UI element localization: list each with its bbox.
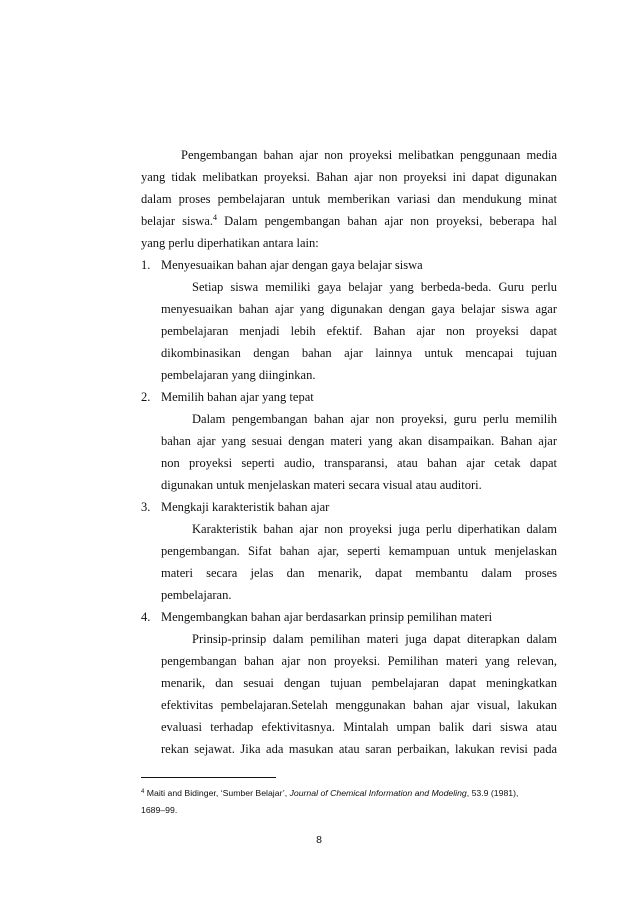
intro-line: yang perlu diperhatikan antara lain: [141, 236, 319, 250]
item-line: pembelajaran yang diinginkan. [161, 368, 316, 382]
list-item-number: 2. [141, 390, 151, 404]
list-item-title: Mengkaji karakteristik bahan ajar [161, 500, 330, 514]
item-line: Dalam pengembangan bahan ajar non proyeksi, guru perlu memilih [192, 412, 557, 426]
item-line: menyesuaikan bahan ajar yang digunakan dengan gaya belajar siswa agar [161, 302, 557, 316]
list-item-heading [141, 254, 557, 276]
intro-line: dalam proses pembelajaran untuk memberikan variasi dan mendukung minat [141, 192, 557, 206]
page-number: 8 [316, 834, 322, 846]
item-line: pengembangan bahan ajar non proyeksi. Pemilihan materi yang relevan, [161, 654, 557, 668]
item-line: efektivitas pembelajaran.Setelah menggunakan bahan ajar visual, lakukan [161, 698, 557, 712]
item-line: menarik, dan sesuai dengan tujuan pembelajaran dapat meningkatkan [161, 676, 557, 690]
item-line: non proyeksi seperti audio, transparansi, atau bahan ajar cetak dapat [161, 456, 557, 470]
list-item-heading [141, 606, 557, 628]
item-line: dikombinasikan dengan bahan ajar lainnya untuk mencapai tujuan [161, 346, 557, 360]
footnote-reference[interactable]: 4 [213, 213, 218, 222]
list-item-number: 3. [141, 500, 151, 514]
body-text [141, 144, 557, 760]
list-item-title: Memilih bahan ajar yang tepat [161, 390, 314, 404]
intro-text: Dalam pengembangan bahan ajar non proyeksi, beberapa hal [217, 214, 557, 228]
footnote-text: Maiti and Bidinger, ‘Sumber Belajar’, [144, 788, 290, 798]
item-line: bahan ajar yang sesuai dengan materi yang akan disampaikan. Bahan ajar [161, 434, 557, 448]
list-item-title: Mengembangkan bahan ajar berdasarkan prinsip pemilihan materi [161, 610, 493, 624]
intro-text: belajar siswa. [141, 214, 214, 228]
item-line: Prinsip-prinsip dalam pemilihan materi juga dapat diterapkan dalam [192, 632, 557, 646]
item-line: pembelajaran. [161, 588, 232, 602]
item-line: Setiap siswa memiliki gaya belajar yang berbeda-beda. Guru perlu [192, 280, 557, 294]
item-line: rekan sejawat. Jika ada masukan atau saran perbaikan, lakukan revisi pada [161, 742, 557, 756]
item-line: materi secara jelas dan menarik, dapat membantu dalam proses [161, 566, 557, 580]
list-item-number: 4. [141, 610, 151, 624]
list-item-heading [141, 386, 557, 408]
list-item-number: 1. [141, 258, 151, 272]
footnote [141, 785, 557, 819]
intro-line: yang tidak melibatkan proyeksi. Bahan ajar non proyeksi ini dapat digunakan [141, 170, 557, 184]
item-line: pengembangan. Sifat bahan ajar, seperti kemampuan untuk menjelaskan [161, 544, 557, 558]
list-item-heading [141, 496, 557, 518]
intro-line: Pengembangan bahan ajar non proyeksi melibatkan penggunaan media [181, 148, 557, 162]
footnote-line [141, 785, 557, 802]
item-line: pembelajaran menjadi lebih efektif. Bahan ajar non proyeksi dapat [161, 324, 557, 338]
footnote-line: 1689–99. [141, 805, 178, 815]
footnote-marker: 4 [141, 789, 145, 795]
footnote-text: , 53.9 (1981), [466, 788, 519, 798]
list-item-title: Menyesuaikan bahan ajar dengan gaya belajar siswa [161, 258, 423, 272]
item-line: digunakan untuk menjelaskan materi secara visual atau auditori. [161, 478, 482, 492]
footnote-journal: Journal of Chemical Information and Modeling [289, 788, 467, 798]
item-line: evaluasi terhadap efektivitasnya. Mintalah umpan balik dari siswa atau [161, 720, 557, 734]
footnote-separator [141, 777, 276, 778]
item-line: Karakteristik bahan ajar non proyeksi juga perlu diperhatikan dalam [192, 522, 557, 536]
intro-line [141, 210, 557, 232]
